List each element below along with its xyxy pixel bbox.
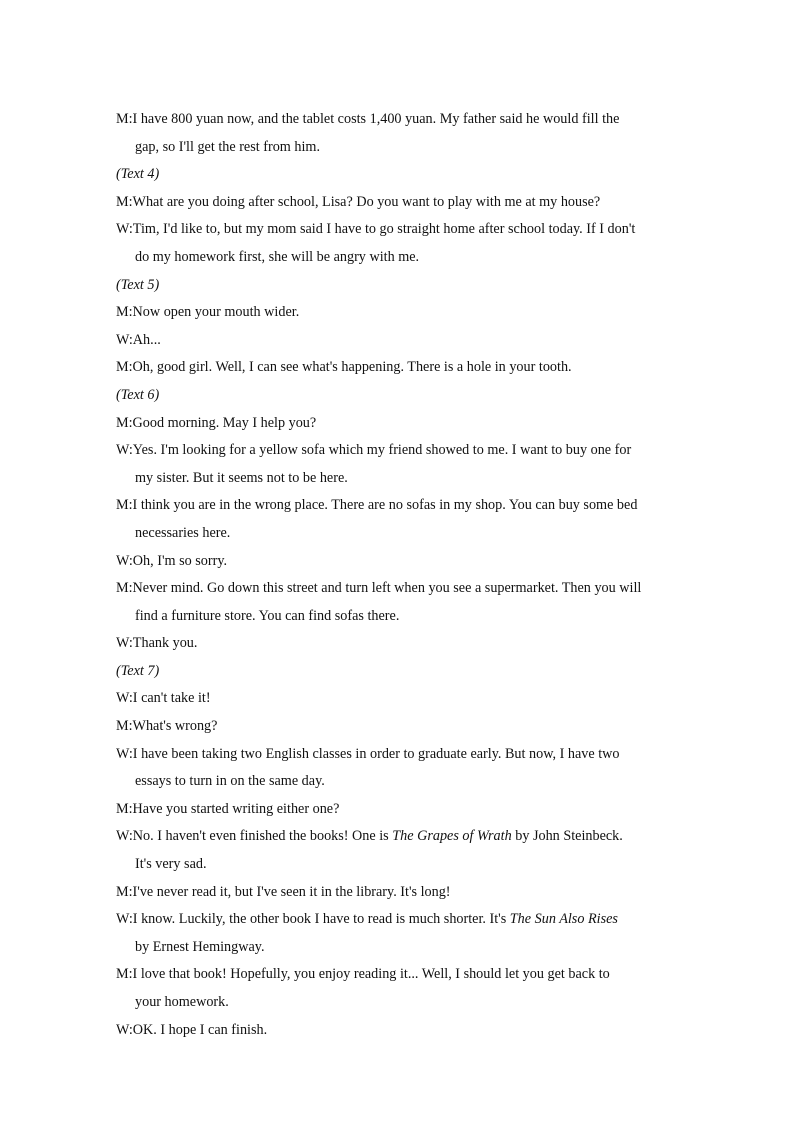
section-label-text-6: (Text 6) [116, 386, 160, 403]
dialogue-line-continuation: necessaries here. [135, 524, 231, 541]
dialogue-line: M:What's wrong? [116, 718, 218, 735]
dialogue-line: M:Have you started writing either one? [116, 800, 340, 817]
section-label-text-5: (Text 5) [116, 276, 160, 293]
dialogue-line: W:Yes. I'm looking for a yellow sofa which my friend showed to me. I want to buy one for [116, 442, 632, 459]
dialogue-line: W:I have been taking two English classes in order to graduate early. But now, I have two [116, 745, 620, 762]
dialogue-line-continuation: It's very sad. [135, 856, 207, 873]
dialogue-line-continuation: your homework. [135, 994, 229, 1010]
dialogue-line: M:Oh, good girl. Well, I can see what's happening. There is a hole in your tooth. [116, 359, 572, 376]
dialogue-line: M:I think you are in the wrong place. There are no sofas in my shop. You can buy some bed [116, 497, 638, 514]
section-label-text-4: (Text 4) [116, 166, 160, 183]
book-title: The Sun Also Rises [509, 911, 618, 928]
dialogue-line: M:I've never read it, but I've seen it in the library. It's long! [116, 883, 451, 900]
book-title: The Grapes of Wrath [392, 828, 512, 845]
dialogue-line: W:Oh, I'm so sorry. [116, 552, 228, 569]
dialogue-line-continuation: by Ernest Hemingway. [135, 938, 265, 955]
dialogue-line-continuation: my sister. But it seems not to be here. [135, 469, 348, 486]
dialogue-line: W:Ah... [116, 331, 161, 348]
dialogue-text: W:I know. Luckily, the other book I have to read is much shorter. It's [116, 911, 510, 928]
dialogue-text: by John Steinbeck. [511, 828, 623, 845]
dialogue-line-continuation: do my homework first, she will be angry with me. [135, 248, 420, 265]
dialogue-line: M:Now open your mouth wider. [116, 304, 300, 321]
dialogue-line: W:I can't take it! [116, 690, 211, 707]
dialogue-line: M:I have 800 yuan now, and the tablet costs 1,400 yuan. My father said he would fill the [116, 111, 620, 127]
dialogue-line: W:OK. I hope I can finish. [116, 1021, 268, 1038]
dialogue-line: W:Thank you. [116, 635, 198, 652]
dialogue-line: M:What are you doing after school, Lisa? Do you want to play with me at my house? [116, 193, 601, 210]
dialogue-line [116, 823, 656, 851]
dialogue-line: M:Never mind. Go down this street and turn left when you see a supermarket. Then you will [116, 580, 642, 597]
dialogue-line-continuation: essays to turn in on the same day. [135, 773, 325, 790]
dialogue-line: W:Tim, I'd like to, but my mom said I have to go straight home after school today. If I don't [116, 221, 636, 238]
dialogue-line: M:I love that book! Hopefully, you enjoy reading it... Well, I should let you get back to [116, 966, 610, 983]
dialogue-line-continuation: gap, so I'll get the rest from him. [135, 138, 320, 155]
dialogue-line-continuation: find a furniture store. You can find sofas there. [135, 607, 400, 624]
dialogue-line: M:Good morning. May I help you? [116, 414, 317, 431]
section-label-text-7: (Text 7) [116, 662, 160, 679]
dialogue-transcript [116, 106, 656, 1044]
dialogue-line [116, 906, 656, 934]
dialogue-text: W:No. I haven't even finished the books! One is [116, 828, 393, 845]
